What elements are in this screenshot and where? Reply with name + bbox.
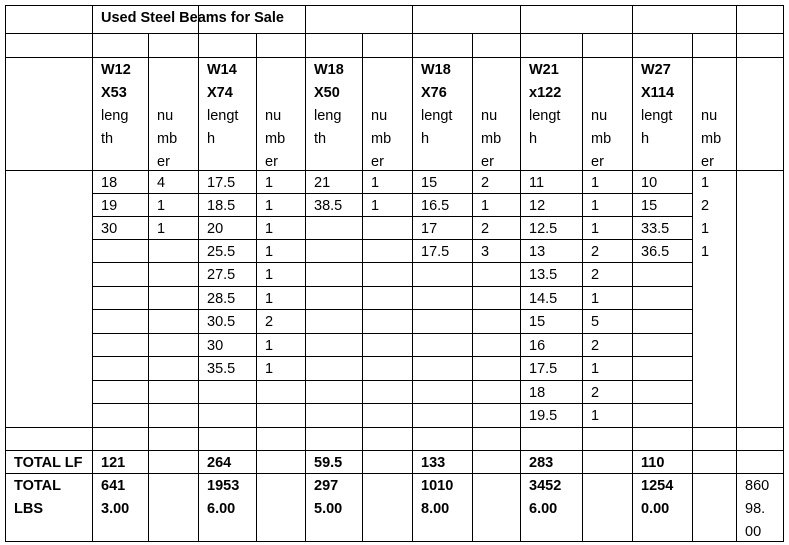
number-header: nu (701, 108, 718, 124)
grid-line (92, 286, 693, 287)
length-header: h (529, 131, 538, 147)
beam-count: 1 (265, 361, 274, 377)
total-lf-value: 283 (529, 455, 554, 471)
total-lbs-value: 1010 (421, 478, 454, 494)
length-header: th (101, 131, 114, 147)
grid-line (256, 33, 257, 542)
grid-line (5, 450, 784, 451)
total-lf-value: 264 (207, 455, 232, 471)
grid-line (5, 33, 784, 34)
sheet-title: Used Steel Beams for Sale (101, 10, 284, 26)
beam-name: W18 (421, 62, 451, 78)
beam-name: X74 (207, 85, 233, 101)
number-header: er (265, 154, 278, 170)
grid-line (632, 5, 633, 542)
beam-count: 1 (591, 198, 600, 214)
beam-length: 18.5 (207, 198, 236, 214)
beam-count: 1 (591, 408, 600, 424)
beam-length: 16 (529, 338, 546, 354)
grid-line (92, 309, 693, 310)
beam-length: 33.5 (641, 221, 670, 237)
grid-line (472, 33, 473, 542)
grid-line (92, 5, 93, 542)
total-lf-value: 133 (421, 455, 446, 471)
grid-line (362, 33, 363, 542)
grid-line (92, 380, 693, 381)
grid-line (198, 5, 199, 542)
number-header: er (157, 154, 170, 170)
total-lf-label: TOTAL LF (14, 455, 83, 471)
number-header: er (591, 154, 604, 170)
number-header: mb (591, 131, 612, 147)
number-header: er (481, 154, 494, 170)
beam-length: 17.5 (529, 361, 558, 377)
grid-line (5, 427, 784, 428)
length-header: h (421, 131, 430, 147)
beam-name: X114 (641, 85, 675, 101)
beam-length: 15 (641, 198, 658, 214)
total-lbs-value: 6.00 (207, 501, 236, 517)
beam-count: 1 (591, 175, 600, 191)
beam-length: 16.5 (421, 198, 450, 214)
beam-count: 1 (701, 244, 710, 260)
total-lf-value: 110 (641, 455, 665, 471)
number-header: mb (265, 131, 286, 147)
number-header: mb (701, 131, 722, 147)
beam-count: 1 (371, 175, 380, 191)
beam-count: 2 (481, 175, 490, 191)
beam-length: 30.5 (207, 314, 236, 330)
beam-count: 1 (157, 221, 166, 237)
grid-line (5, 5, 6, 542)
grand-total-lbs: 98. (745, 501, 766, 517)
length-header: leng (314, 108, 342, 124)
grid-line (5, 5, 784, 6)
grid-line (92, 403, 693, 404)
beam-length: 30 (101, 221, 118, 237)
grand-total-lbs: 860 (745, 478, 770, 494)
beam-count: 2 (591, 244, 600, 260)
grand-total-lbs: 00 (745, 524, 762, 540)
beam-count: 1 (157, 198, 166, 214)
beam-length: 15 (529, 314, 546, 330)
beam-length: 17 (421, 221, 438, 237)
grid-line (92, 356, 693, 357)
beam-length: 27.5 (207, 267, 236, 283)
beam-count: 1 (265, 244, 274, 260)
beam-length: 35.5 (207, 361, 236, 377)
beam-count: 1 (265, 267, 274, 283)
beam-count: 1 (591, 221, 600, 237)
beam-length: 14.5 (529, 291, 558, 307)
grid-line (520, 5, 521, 542)
grid-line (582, 33, 583, 542)
grid-line (305, 5, 306, 542)
grid-line (92, 239, 693, 240)
beam-count: 2 (481, 221, 490, 237)
total-lbs-label: LBS (14, 501, 43, 517)
total-lbs-value: 0.00 (641, 501, 670, 517)
grid-line (783, 5, 784, 542)
beam-count: 1 (701, 221, 710, 237)
number-header: nu (481, 108, 498, 124)
beam-name: X50 (314, 85, 340, 101)
total-lbs-value: 5.00 (314, 501, 343, 517)
length-header: lengt (529, 108, 561, 124)
grid-line (92, 333, 693, 334)
beam-length: 21 (314, 175, 331, 191)
beam-count: 2 (701, 198, 710, 214)
beam-count: 2 (591, 385, 600, 401)
beam-count: 1 (265, 198, 274, 214)
beam-count: 1 (371, 198, 380, 214)
beam-length: 10 (641, 175, 658, 191)
beam-length: 18 (101, 175, 118, 191)
total-lbs-value: 3.00 (101, 501, 130, 517)
number-header: mb (481, 131, 502, 147)
grid-line (692, 33, 693, 542)
total-lbs-value: 1254 (641, 478, 674, 494)
grid-line (148, 33, 149, 542)
beam-name: W12 (101, 62, 131, 78)
beam-length: 25.5 (207, 244, 236, 260)
beam-count: 1 (265, 338, 274, 354)
beam-count: 2 (591, 267, 600, 283)
grid-line (5, 57, 784, 58)
beam-length: 12.5 (529, 221, 558, 237)
beam-length: 17.5 (207, 175, 236, 191)
beam-length: 13 (529, 244, 546, 260)
length-header: lengt (207, 108, 239, 124)
total-lf-value: 59.5 (314, 455, 343, 471)
grid-line (92, 216, 693, 217)
beam-count: 4 (157, 175, 166, 191)
number-header: nu (371, 108, 388, 124)
beam-name: W18 (314, 62, 344, 78)
beam-name: x122 (529, 85, 562, 101)
grid-line (92, 193, 693, 194)
total-lbs-value: 6.00 (529, 501, 558, 517)
grid-line (412, 5, 413, 542)
beam-name: W14 (207, 62, 237, 78)
beam-length: 38.5 (314, 198, 343, 214)
number-header: mb (157, 131, 178, 147)
beam-count: 1 (265, 175, 274, 191)
beam-length: 19 (101, 198, 118, 214)
beam-count: 3 (481, 244, 490, 260)
number-header: mb (371, 131, 392, 147)
beam-length: 20 (207, 221, 224, 237)
grid-line (92, 262, 693, 263)
total-lbs-value: 641 (101, 478, 126, 494)
length-header: lengt (641, 108, 673, 124)
grid-line (736, 5, 737, 542)
beam-count: 1 (701, 175, 710, 191)
number-header: nu (591, 108, 608, 124)
beam-count: 1 (591, 361, 600, 377)
number-header: nu (265, 108, 282, 124)
beam-name: W21 (529, 62, 559, 78)
beam-length: 13.5 (529, 267, 558, 283)
beam-length: 15 (421, 175, 438, 191)
total-lbs-label: TOTAL (14, 478, 61, 494)
total-lf-value: 121 (101, 455, 126, 471)
length-header: h (641, 131, 650, 147)
number-header: er (371, 154, 384, 170)
grid-line (5, 541, 784, 542)
beam-count: 1 (265, 221, 274, 237)
length-header: h (207, 131, 216, 147)
beam-length: 36.5 (641, 244, 670, 260)
beam-name: X53 (101, 85, 127, 101)
number-header: nu (157, 108, 174, 124)
beam-length: 11 (529, 175, 545, 191)
total-lbs-value: 3452 (529, 478, 562, 494)
beam-length: 12 (529, 198, 546, 214)
beam-length: 18 (529, 385, 546, 401)
beam-length: 28.5 (207, 291, 236, 307)
total-lbs-value: 297 (314, 478, 339, 494)
beam-count: 2 (591, 338, 600, 354)
beam-length: 30 (207, 338, 224, 354)
total-lbs-value: 8.00 (421, 501, 450, 517)
beam-length: 17.5 (421, 244, 450, 260)
beam-count: 5 (591, 314, 600, 330)
beam-count: 1 (481, 198, 490, 214)
beam-count: 1 (591, 291, 600, 307)
grid-line (5, 170, 784, 171)
number-header: er (701, 154, 714, 170)
beam-length: 19.5 (529, 408, 558, 424)
length-header: lengt (421, 108, 453, 124)
beam-name: X76 (421, 85, 447, 101)
beam-count: 2 (265, 314, 274, 330)
beam-count: 1 (265, 291, 274, 307)
length-header: th (314, 131, 327, 147)
length-header: leng (101, 108, 129, 124)
total-lbs-value: 1953 (207, 478, 240, 494)
beam-name: W27 (641, 62, 671, 78)
